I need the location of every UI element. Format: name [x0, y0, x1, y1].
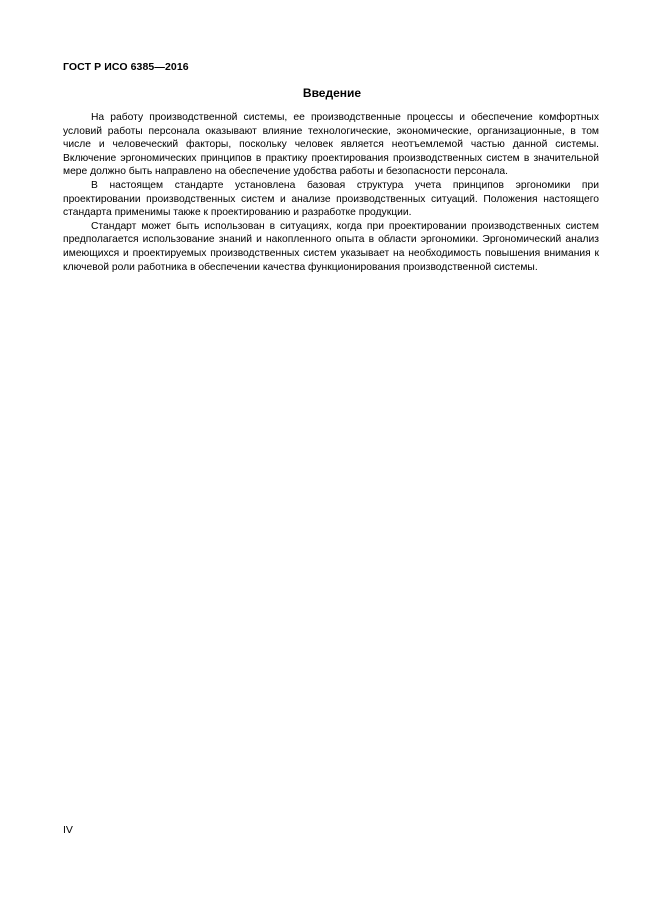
- paragraph-3: Стандарт может быть использован в ситуациях, когда при проектировании производственных систем предполагается использование знаний и накопленного опыта в области эргономики. Эргономический анализ имеющихся и проектируемых производственных систем указывает на необходимость повышения внимания к ключевой роли работника в обеспечении качества функционирования производственной системы.: [63, 220, 599, 273]
- page-number: IV: [63, 824, 73, 836]
- introduction-body: [63, 111, 599, 274]
- paragraph-1: На работу производственной системы, ее производственные процессы и обеспечение комфортных условий работы персонала оказывают влияние технологические, экономические, организационные, в том числе и человеческий факторы, поскольку человек является неотъемлемой частью данной системы. Включение эргономических принципов в практику проектирования производственных систем в значительной мере должно быть направлено на обеспечение удобства работы и безопасности персонала.: [63, 112, 599, 178]
- paragraph-2: В настоящем стандарте установлена базовая структура учета принципов эргономики при проектировании производственных систем и анализе производственных ситуаций. Положения настоящего стандарта применимы также к проектированию и разработке продукции.: [63, 179, 599, 219]
- section-title: Введение: [302, 86, 362, 100]
- document-standard-code: ГОСТ Р ИСО 6385—2016: [63, 61, 189, 73]
